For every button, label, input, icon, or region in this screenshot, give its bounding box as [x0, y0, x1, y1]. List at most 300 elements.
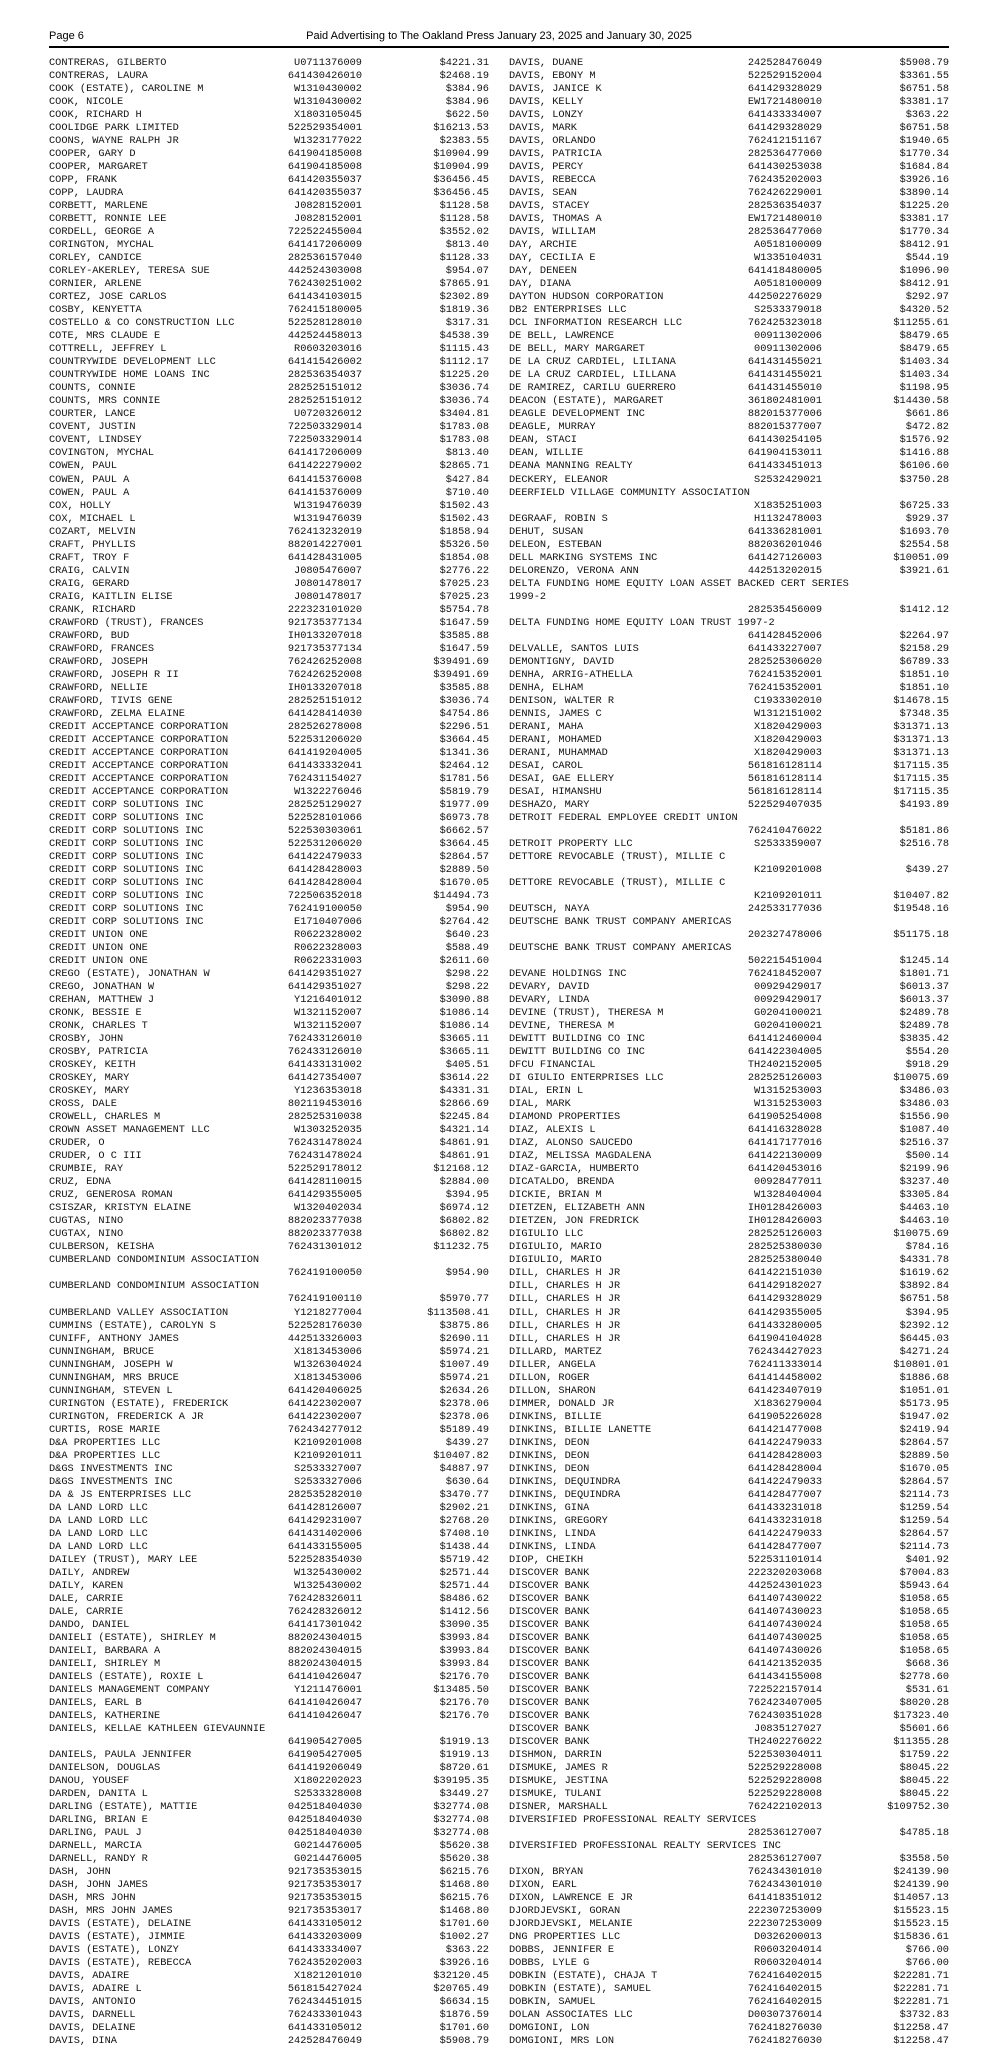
amount: $32774.08	[433, 1801, 489, 1814]
amount: $1770.34	[899, 226, 949, 239]
amount: $3921.61	[899, 564, 949, 577]
parcel-id: 00929429017	[754, 981, 822, 994]
owner-name: DOMGIONI, MRS LON	[509, 2035, 615, 2048]
listing-row	[509, 968, 949, 981]
parcel-id: 641417206009	[287, 447, 362, 460]
listing-row	[509, 1007, 949, 1020]
listing-row	[49, 1072, 489, 1085]
parcel-id: 641420355037	[287, 174, 362, 187]
owner-name: CRAIG, CALVIN	[49, 564, 130, 577]
amount: $2378.06	[439, 1410, 489, 1423]
owner-name: CUNNINGHAM, BRUCE	[49, 1345, 155, 1358]
amount: $6751.58	[899, 122, 949, 135]
parcel-id: 641428477007	[747, 1488, 822, 1501]
listing-row	[49, 825, 489, 838]
owner-name: DIAZ, ALEXIS L	[509, 1124, 596, 1137]
amount: $8479.65	[899, 343, 949, 356]
listing-row	[509, 578, 949, 591]
parcel-id: 762428326012	[287, 1605, 362, 1618]
parcel-id: C1933302010	[754, 694, 822, 707]
amount: $1438.44	[439, 1540, 489, 1553]
owner-name: DAVIS, PERCY	[509, 161, 584, 174]
listing-row	[49, 1619, 489, 1632]
owner-name: DASH, JOHN	[49, 1866, 111, 1879]
parcel-id: 762431154027	[287, 772, 362, 785]
amount: $6013.37	[899, 994, 949, 1007]
owner-name: DISHMON, DARRIN	[509, 1749, 602, 1762]
parcel-id: W1320402034	[294, 1202, 362, 1215]
owner-name: DERANI, MOHAMED	[509, 733, 602, 746]
amount: $31371.13	[893, 733, 949, 746]
owner-name: DINKINS, DEQUINDRA	[509, 1475, 621, 1488]
listing-row	[49, 864, 489, 877]
amount: $8720.61	[439, 1762, 489, 1775]
amount: $4321.14	[439, 1124, 489, 1137]
owner-name: DANIELS, EARL B	[49, 1696, 142, 1709]
parcel-id: R0603203016	[294, 343, 362, 356]
owner-name: DEWITT BUILDING CO INC	[509, 1033, 645, 1046]
owner-name: CREDIT CORP SOLUTIONS INC	[49, 890, 204, 902]
amount: $8412.91	[899, 239, 949, 252]
listing-row	[49, 1463, 489, 1476]
owner-name: DILL, CHARLES H JR	[509, 1267, 621, 1280]
owner-name: COPP, LAUDRA	[49, 187, 124, 200]
parcel-id: 641904104028	[747, 1332, 822, 1345]
parcel-id: IH0133207018	[287, 681, 362, 694]
owner-name: DA LAND LORD LLC	[49, 1540, 148, 1553]
parcel-id: 641410426047	[287, 1670, 362, 1683]
parcel-id: 561815427024	[287, 1983, 362, 1996]
parcel-id: 722503329014	[287, 434, 362, 447]
parcel-id: 641415426002	[287, 356, 362, 369]
owner-name: DIMMER, DONALD JR	[509, 1397, 615, 1410]
parcel-id: 522529407035	[747, 798, 822, 811]
amount: $12168.12	[433, 1163, 489, 1176]
listing-row	[509, 356, 949, 369]
owner-name: DAILY, KAREN	[49, 1579, 124, 1592]
owner-name: DAVIS, EBONY M	[509, 70, 596, 83]
listing-row	[509, 1254, 949, 1267]
listing-row	[509, 1072, 949, 1085]
owner-name: DIGIULIO, MARIO	[509, 1241, 602, 1254]
parcel-id: 641905254008	[747, 1111, 822, 1124]
listing-row	[49, 968, 489, 981]
amount: $5601.66	[899, 1723, 949, 1735]
parcel-id: 641433131002	[287, 1059, 362, 1072]
listing-row	[509, 1541, 949, 1554]
parcel-id: 641429328029	[747, 122, 822, 135]
amount: $3732.83	[899, 2009, 949, 2022]
owner-name: DAVIS (ESTATE), REBECCA	[49, 1957, 192, 1970]
amount: $766.00	[905, 1957, 949, 1970]
parcel-id: 641422302007	[287, 1410, 362, 1423]
parcel-id: 641417301042	[287, 1618, 362, 1631]
parcel-id: 282536127007	[747, 1853, 822, 1866]
parcel-id: 762435202003	[747, 174, 822, 187]
owner-name: CREDIT ACCEPTANCE CORPORATION	[49, 746, 229, 759]
owner-name: DAVIS, REBECCA	[509, 174, 596, 187]
parcel-id: 522529228008	[747, 1775, 822, 1788]
parcel-id: 921735377134	[287, 616, 362, 629]
parcel-id: 641431455021	[747, 369, 822, 382]
owner-name: DINKINS, LINDA	[509, 1540, 596, 1553]
parcel-id: 762419100050	[287, 903, 362, 916]
parcel-id: 641417206009	[287, 239, 362, 252]
owner-name: DENISON, WALTER R	[509, 694, 615, 707]
parcel-id: 762410476022	[747, 824, 822, 837]
owner-name: DISCOVER BANK	[509, 1723, 590, 1735]
amount: $401.92	[905, 1553, 949, 1566]
owner-name: CRAWFORD, JOSEPH R II	[49, 668, 179, 681]
owner-name: DALE, CARRIE	[49, 1605, 124, 1618]
listing-row	[49, 1827, 489, 1840]
owner-name: DIXON, EARL	[509, 1879, 577, 1892]
listing-row	[509, 1749, 949, 1762]
parcel-id: 641433231018	[747, 1501, 822, 1514]
parcel-id: 641904185008	[287, 161, 362, 174]
parcel-id: 641410426047	[287, 1709, 362, 1722]
amount: $17115.35	[893, 759, 949, 772]
owner-name: DETTORE REVOCABLE (TRUST), MILLIE C	[509, 876, 726, 889]
parcel-id: 641429182027	[747, 1280, 822, 1293]
listing-row	[49, 877, 489, 890]
listing-row	[509, 304, 949, 317]
listing-row	[49, 304, 489, 317]
owner-name: DINKINS, DEON	[509, 1462, 590, 1475]
listing-row	[509, 630, 949, 643]
owner-name: DIAZ, MELISSA MAGDALENA	[509, 1150, 652, 1163]
owner-name: DOMGIONI, LON	[509, 2022, 590, 2035]
amount: $1701.60	[439, 1918, 489, 1931]
amount: $2866.69	[439, 1098, 489, 1111]
amount: $11355.28	[893, 1736, 949, 1749]
owner-name: DIGIULIO, MARIO	[509, 1254, 602, 1267]
amount: $8412.91	[899, 278, 949, 291]
parcel-id: 762412151167	[747, 135, 822, 148]
owner-name: DAVIS, DUANE	[509, 57, 584, 69]
listing-row	[509, 1033, 949, 1046]
owner-name: DEVARY, LINDA	[509, 994, 590, 1007]
amount: $1858.94	[439, 525, 489, 538]
owner-name: DI GIULIO ENTERPRISES LLC	[509, 1072, 664, 1085]
parcel-id: 641415376008	[287, 473, 362, 486]
listing-row	[49, 70, 489, 83]
owner-name: DIOP, CHEIKH	[509, 1553, 584, 1566]
amount: $6974.12	[439, 1202, 489, 1215]
parcel-id: 561816128114	[747, 759, 822, 772]
amount: $2245.84	[439, 1111, 489, 1124]
page-number: Page 6	[49, 30, 84, 42]
amount: $6215.76	[439, 1866, 489, 1879]
parcel-id: 882014227001	[287, 538, 362, 551]
amount: $2176.70	[439, 1709, 489, 1722]
listing-row	[509, 487, 949, 500]
amount: $384.96	[445, 96, 489, 109]
listing-row	[49, 500, 489, 513]
listing-row	[509, 2035, 949, 2048]
parcel-id: 641430253038	[747, 161, 822, 174]
amount: $1919.13	[439, 1749, 489, 1762]
amount: $2158.29	[899, 642, 949, 655]
parcel-id: 641422479033	[747, 1475, 822, 1488]
listing-row	[509, 994, 949, 1007]
listing-row	[49, 1736, 489, 1749]
amount: $5754.78	[439, 603, 489, 616]
listing-row	[509, 734, 949, 747]
owner-name: COVENT, LINDSEY	[49, 434, 142, 447]
listing-row	[49, 395, 489, 408]
amount: $929.37	[905, 512, 949, 525]
parcel-id: TH2402276022	[747, 1736, 822, 1749]
amount: $3664.45	[439, 837, 489, 850]
amount: $22281.71	[893, 1983, 949, 1996]
listing-row	[49, 1554, 489, 1567]
listing-row	[49, 1502, 489, 1515]
owner-name: COX, HOLLY	[49, 499, 111, 512]
listing-row	[509, 708, 949, 721]
amount: $1225.20	[899, 200, 949, 213]
listing-row	[509, 1046, 949, 1059]
listing-row	[49, 1372, 489, 1385]
listing-row	[49, 343, 489, 356]
owner-name: CRUDER, O	[49, 1137, 105, 1150]
amount: $1058.65	[899, 1592, 949, 1605]
amount: $6802.82	[439, 1228, 489, 1241]
parcel-id: 762434277012	[287, 1423, 362, 1436]
owner-name: DINKINS, LINDA	[509, 1527, 596, 1540]
parcel-id: R0622328003	[294, 942, 362, 955]
listing-row	[509, 200, 949, 213]
parcel-id: 641420355037	[287, 187, 362, 200]
listing-row	[49, 1541, 489, 1554]
amount: $1819.36	[439, 304, 489, 317]
amount: $1128.58	[439, 213, 489, 226]
amount: $1693.70	[899, 525, 949, 538]
amount: $2768.20	[439, 1514, 489, 1527]
listing-row	[509, 1189, 949, 1202]
amount: $2114.73	[899, 1488, 949, 1501]
listing-row	[49, 1970, 489, 1983]
amount: $32774.08	[433, 1827, 489, 1840]
parcel-id: 641427354007	[287, 1072, 362, 1085]
owner-name: DEVARY, DAVID	[509, 981, 590, 994]
listing-row	[509, 57, 949, 70]
owner-name: DAY, DENEEN	[509, 265, 577, 278]
parcel-id: 762416402015	[747, 1970, 822, 1983]
amount: $8486.62	[439, 1592, 489, 1605]
amount: $36456.45	[433, 174, 489, 187]
amount: $1619.62	[899, 1267, 949, 1280]
parcel-id: 641336281001	[747, 525, 822, 538]
parcel-id: 222307253009	[747, 1918, 822, 1931]
amount: $3381.17	[899, 96, 949, 109]
owner-name: CREDIT CORP SOLUTIONS INC	[49, 903, 204, 916]
parcel-id: 762415352001	[747, 668, 822, 681]
listing-row	[49, 1658, 489, 1671]
amount: $7025.23	[439, 577, 489, 590]
owner-name: DASH, MRS JOHN	[49, 1892, 136, 1905]
parcel-id: W1315253003	[754, 1098, 822, 1111]
amount: $3926.16	[899, 174, 949, 187]
parcel-id: 561816128114	[747, 785, 822, 798]
amount: $954.90	[445, 1267, 489, 1280]
amount: $1851.10	[899, 668, 949, 681]
amount: $2383.55	[439, 135, 489, 148]
parcel-id: 282525151012	[287, 382, 362, 395]
parcel-id: W1315253003	[754, 1085, 822, 1098]
amount: $1128.33	[439, 252, 489, 265]
listing-row	[509, 1215, 949, 1228]
owner-name: CULBERSON, KEISHA	[49, 1241, 155, 1254]
amount: $6445.03	[899, 1332, 949, 1345]
listing-row	[49, 903, 489, 916]
owner-name: CREDIT ACCEPTANCE CORPORATION	[49, 772, 229, 785]
owner-name: DIVERSIFIED PROFESSIONAL REALTY SERVICES	[509, 1814, 757, 1827]
parcel-id: 522529228008	[747, 1762, 822, 1775]
listing-row	[49, 1671, 489, 1684]
parcel-id: 762418276030	[747, 2022, 822, 2035]
parcel-id: 282535282010	[287, 1488, 362, 1501]
parcel-id: 762419100050	[287, 1267, 362, 1280]
listing-row	[49, 539, 489, 552]
listing-row	[49, 1996, 489, 2009]
listing-row	[49, 1489, 489, 1502]
parcel-id: 762418452007	[747, 968, 822, 981]
parcel-id: X1821201010	[294, 1970, 362, 1983]
owner-name: DAVIS (ESTATE), DELAINE	[49, 1918, 192, 1931]
owner-name: CRUDER, O C III	[49, 1150, 142, 1163]
parcel-id: W1328404004	[754, 1189, 822, 1202]
parcel-id: 641422479033	[287, 850, 362, 863]
owner-name: COOPER, GARY D	[49, 148, 136, 161]
amount: $12258.47	[893, 2022, 949, 2035]
amount: $1876.59	[439, 2009, 489, 2022]
listing-row	[509, 1931, 949, 1944]
listing-row	[49, 513, 489, 526]
owner-name: DANIELS, KELLAE KATHLEEN GIEVAUNNIE	[49, 1723, 266, 1735]
listing-row	[49, 1215, 489, 1228]
listing-row	[509, 1450, 949, 1463]
owner-name: CROSKEY, MARY	[49, 1072, 130, 1085]
parcel-id: A0518100009	[754, 239, 822, 252]
owner-name: DA & JS ENTERPRISES LLC	[49, 1488, 192, 1501]
amount: $1087.40	[899, 1124, 949, 1137]
parcel-id: 641433334007	[287, 1944, 362, 1957]
parcel-id: 282536354037	[747, 200, 822, 213]
amount: $1947.02	[899, 1410, 949, 1423]
amount: $24139.90	[893, 1879, 949, 1892]
parcel-id: 00911302006	[754, 330, 822, 343]
owner-name: CROSBY, PATRICIA	[49, 1046, 148, 1059]
listing-row	[509, 656, 949, 669]
listing-row	[509, 1723, 949, 1736]
amount: $2611.60	[439, 955, 489, 968]
listing-row	[509, 1554, 949, 1567]
owner-name: DEGRAAF, ROBIN S	[509, 512, 608, 525]
listing-row	[509, 1280, 949, 1293]
parcel-id: 522528128010	[287, 317, 362, 330]
listing-row	[509, 148, 949, 161]
parcel-id: 641422130009	[747, 1150, 822, 1163]
amount: $3665.11	[439, 1046, 489, 1059]
owner-name: CUMMINS (ESTATE), CAROLYN S	[49, 1319, 216, 1332]
owner-name: DEAN, STACI	[509, 434, 577, 447]
owner-name: CSISZAR, KRISTYN ELAINE	[49, 1202, 192, 1215]
amount: $630.64	[445, 1475, 489, 1488]
owner-name: DAVIS, ANTONIO	[49, 1996, 136, 2009]
owner-name: DENHA, ARRIG-ATHELLA	[509, 668, 633, 681]
amount: $11232.75	[433, 1241, 489, 1254]
owner-name: DIGIULIO LLC	[509, 1228, 584, 1241]
amount: $6215.76	[439, 1892, 489, 1905]
parcel-id: 561816128114	[747, 772, 822, 785]
amount: $16213.53	[433, 122, 489, 135]
listing-row	[49, 122, 489, 135]
listing-row	[49, 1150, 489, 1163]
amount: $1647.59	[439, 642, 489, 655]
owner-name: DILL, CHARLES H JR	[509, 1319, 621, 1332]
amount: $2864.57	[439, 850, 489, 863]
amount: $17115.35	[893, 772, 949, 785]
parcel-id: 641429328029	[747, 1293, 822, 1306]
parcel-id: S2533327006	[294, 1475, 362, 1488]
owner-name: CORBETT, MARLENE	[49, 200, 148, 213]
amount: $2296.51	[439, 720, 489, 733]
parcel-id: 282525129027	[287, 798, 362, 811]
amount: $766.00	[905, 1944, 949, 1957]
amount: $292.97	[905, 291, 949, 304]
owner-name: CUGTAX, NINO	[49, 1228, 124, 1241]
parcel-id: 641433105012	[287, 2022, 362, 2035]
parcel-id: 641428110015	[287, 1176, 362, 1189]
listing-row	[49, 1059, 489, 1072]
amount: $405.51	[445, 1059, 489, 1072]
owner-name: DAVIS, ADAIRE	[49, 1970, 130, 1983]
listing-row	[509, 408, 949, 421]
listing-row	[49, 1892, 489, 1905]
owner-name: DEUTSCH, NAYA	[509, 903, 590, 916]
parcel-id: J0828152001	[294, 213, 362, 226]
amount: $3090.88	[439, 994, 489, 1007]
parcel-id: 762416402015	[747, 1983, 822, 1996]
owner-name: CREDIT ACCEPTANCE CORPORATION	[49, 733, 229, 746]
listing-row	[509, 864, 949, 877]
amount: $6725.33	[899, 499, 949, 512]
amount: $2571.44	[439, 1579, 489, 1592]
listing-row	[509, 265, 949, 278]
listing-row	[509, 890, 949, 903]
parcel-id: 641419204005	[287, 746, 362, 759]
owner-name: CUNNINGHAM, MRS BRUCE	[49, 1371, 179, 1384]
parcel-id: 641904185008	[287, 148, 362, 161]
owner-name: DANIELI, SHIRLEY M	[49, 1657, 161, 1670]
listing-row	[509, 213, 949, 226]
listing-row	[49, 356, 489, 369]
listing-row	[49, 760, 489, 773]
owner-name: DAY, ARCHIE	[509, 239, 577, 252]
listing-row	[49, 1515, 489, 1528]
owner-name: CORLEY, CANDICE	[49, 252, 142, 265]
amount: $1225.20	[439, 369, 489, 382]
owner-name: CROSBY, JOHN	[49, 1033, 124, 1046]
owner-name: CREDIT CORP SOLUTIONS INC	[49, 811, 204, 824]
owner-name: DAYTON HUDSON CORPORATION	[509, 291, 664, 304]
owner-name: DCL INFORMATION RESEARCH LLC	[509, 317, 683, 330]
owner-name: CRAWFORD, TIVIS GENE	[49, 694, 173, 707]
owner-name: DOBKIN (ESTATE), SAMUEL	[509, 1983, 652, 1996]
parcel-id: 762431301012	[287, 1241, 362, 1254]
listing-row	[509, 1176, 949, 1189]
